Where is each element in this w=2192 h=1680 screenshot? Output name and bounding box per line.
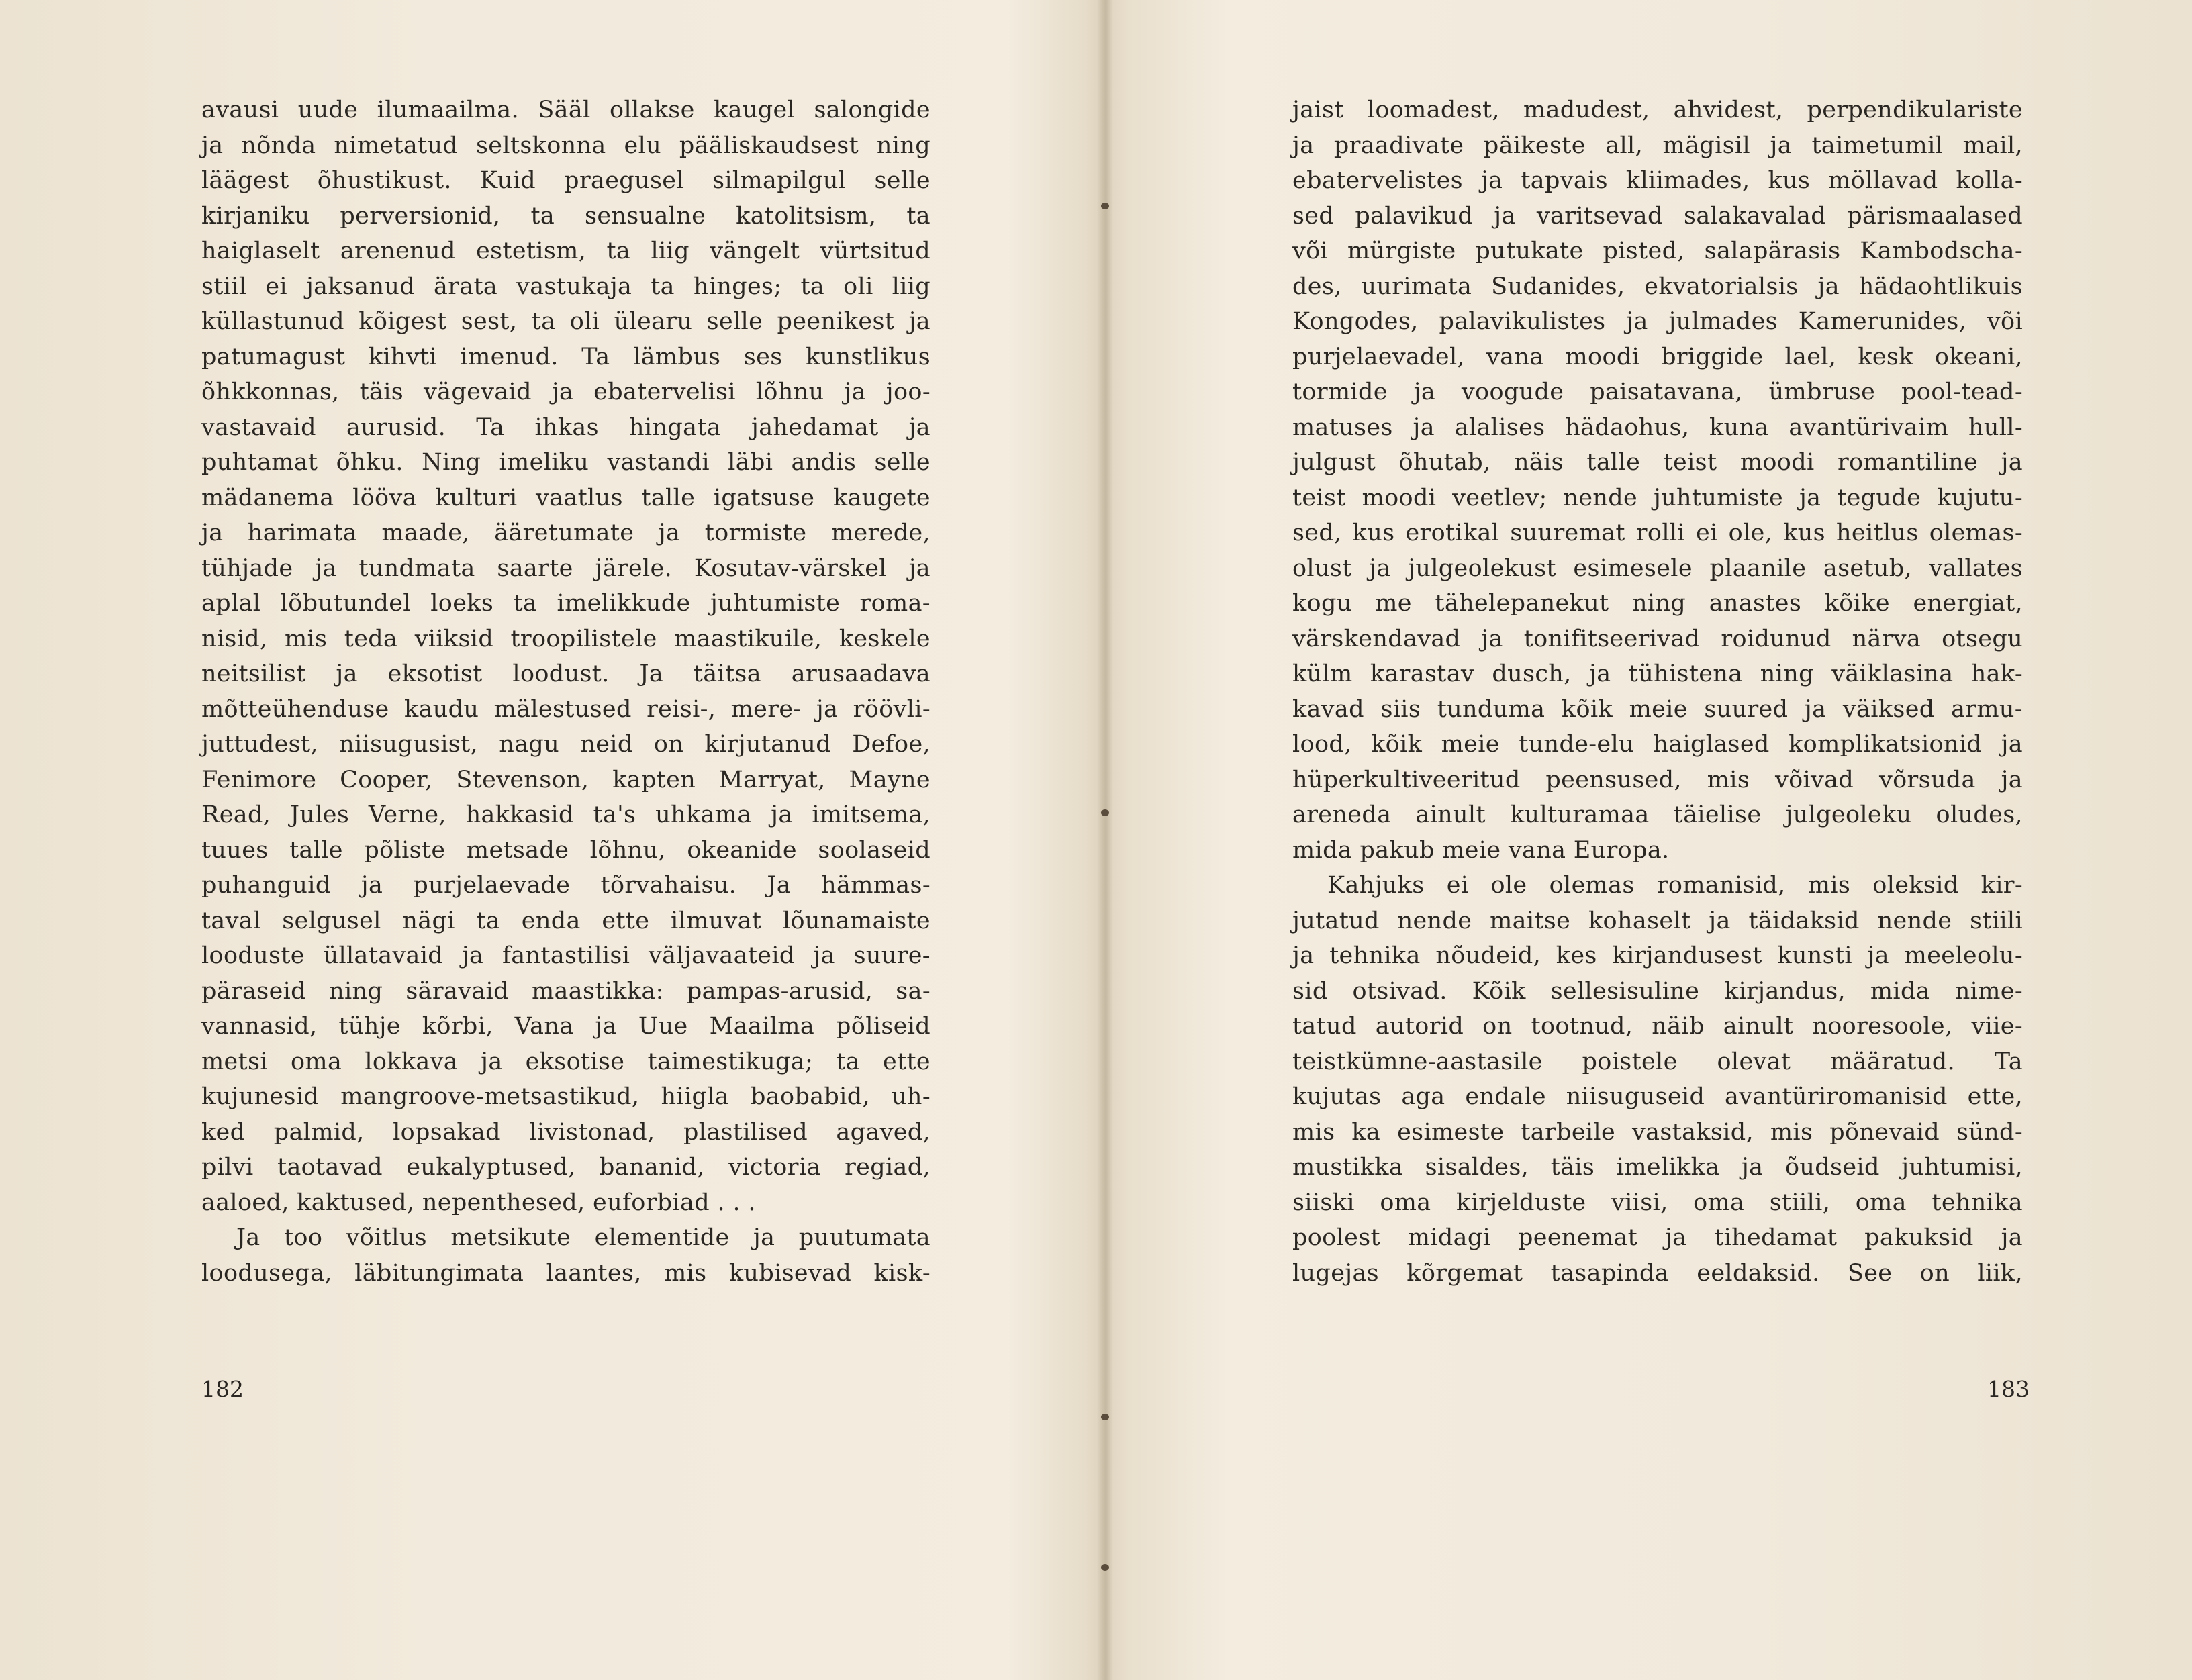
text-line: Kahjuks ei ole olemas romanisid, mis oleksid kir- xyxy=(1327,872,2023,899)
text-line: haiglaselt arenenud estetism, ta liig vängelt vürtsitud xyxy=(201,238,931,264)
text-line: aplal lõbutundel loeks ta imelikkude juhtumiste roma- xyxy=(201,590,931,617)
text-line: lood, kõik meie tunde-elu haiglased komplikatsionid ja xyxy=(1292,731,2023,758)
text-line: külm karastav dusch, ja tühistena ning väiklasina hak- xyxy=(1292,660,2023,687)
text-line: Read, Jules Verne, hakkasid ta's uhkama ja imitsema, xyxy=(201,801,931,828)
text-line: puhtamat õhku. Ning imeliku vastandi läbi andis selle xyxy=(201,449,931,476)
text-line: sed palavikud ja varitsevad salakavalad pärismaalased xyxy=(1292,202,2023,230)
text-line: Fenimore Cooper, Stevenson, kapten Marryat, Mayne xyxy=(201,766,931,793)
text-line: kavad siis tunduma kõik meie suured ja väiksed armu- xyxy=(1292,695,2023,723)
book-gutter xyxy=(1097,0,1113,1680)
text-line: jaist loomadest, madudest, ahvidest, perpendikulariste xyxy=(1292,97,2023,123)
text-line: kujutas aga endale niisuguseid avantüriromanisid ette, xyxy=(1292,1083,2023,1110)
text-line: neitsilist ja eksotist loodust. Ja täitsa arusaadava xyxy=(201,660,931,687)
text-line: päraseid ning säravaid maastikka: pampas-arusid, sa- xyxy=(201,977,931,1005)
page-number: 182 xyxy=(201,1376,244,1402)
binding-stitch xyxy=(1101,809,1109,816)
text-line: vastavaid aurusid. Ta ihkas hingata jahedamat ja xyxy=(201,413,931,441)
text-line: pilvi taotavad eukalyptused, bananid, victoria regiad, xyxy=(201,1154,931,1181)
text-line: teistkümne-aastasile poistele olevat määratud. Ta xyxy=(1292,1048,2023,1075)
text-line: nisid, mis teda viiksid troopilistele maastikuile, keskele xyxy=(201,625,931,652)
text-line: või mürgiste putukate pisted, salapärasis Kambodscha- xyxy=(1292,238,2023,264)
text-line: aaloed, kaktused, nepenthesed, euforbiad . . . xyxy=(201,1189,756,1216)
text-line: mädanema lööva kulturi vaatlus talle igatsuse kaugete xyxy=(201,484,931,511)
text-line: ja nõnda nimetatud seltskonna elu pääliskaudsest ning xyxy=(201,132,931,159)
text-line: vannasid, tühje kõrbi, Vana ja Uue Maailma põliseid xyxy=(201,1013,931,1040)
text-line: purjelaevadel, vana moodi briggide lael, kesk okeani, xyxy=(1292,343,2023,370)
text-line: lugejas kõrgemat tasapinda eeldaksid. See on liik, xyxy=(1292,1259,2023,1287)
text-line: ebatervelistes ja tapvais kliimades, kus möllavad kolla- xyxy=(1292,167,2023,194)
text-line: Ja too võitlus metsikute elementide ja puutumata xyxy=(236,1224,931,1251)
text-line: stiil ei jaksanud ärata vastukaja ta hinges; ta oli liig xyxy=(201,273,931,300)
text-line: õhkkonnas, täis vägevaid ja ebatervelisi lõhnu ja joo- xyxy=(201,379,931,405)
text-line: des, uurimata Sudanides, ekvatorialsis ja hädaohtlikuis xyxy=(1292,273,2023,300)
text-line: kogu me tähelepanekut ning anastes kõike energiat, xyxy=(1292,590,2023,617)
text-line: julgust õhutab, näis talle teist moodi romantiline ja xyxy=(1292,449,2023,476)
text-line: looduste üllatavaid ja fantastilisi väljavaateid ja suure- xyxy=(201,942,931,969)
left-page-text xyxy=(201,93,931,1291)
text-line: ja harimata maade, ääretumate ja tormiste merede, xyxy=(201,520,931,546)
text-line: loodusega, läbitungimata laantes, mis kubisevad kisk- xyxy=(201,1259,931,1287)
text-line: poolest midagi peenemat ja tihedamat pakuksid ja xyxy=(1292,1224,2023,1251)
text-line: juttudest, niisugusist, nagu neid on kirjutanud Defoe, xyxy=(201,731,931,758)
text-line: tormide ja voogude paisatavana, ümbruse pool-tead- xyxy=(1292,379,2023,405)
binding-stitch xyxy=(1101,1564,1109,1571)
text-line: ja praadivate päikeste all, mägisil ja taimetumil mail, xyxy=(1292,132,2023,159)
text-line: küllastunud kõigest sest, ta oli ülearu selle peenikest ja xyxy=(201,308,931,335)
text-line: kirjaniku perversionid, ta sensualne katolitsism, ta xyxy=(201,202,931,230)
text-line: siiski oma kirjelduste viisi, oma stiili, oma tehnika xyxy=(1292,1189,2023,1216)
binding-stitch xyxy=(1101,203,1109,209)
text-line: Kongodes, palavikulistes ja julmades Kamerunides, või xyxy=(1292,308,2023,335)
text-line: jutatud nende maitse kohaselt ja täidaksid nende stiili xyxy=(1292,907,2023,934)
text-line: sed, kus erotikal suuremat rolli ei ole, kus heitlus olemas- xyxy=(1292,520,2023,546)
text-line: olust ja julgeolekust esimesele plaanile asetub, vallates xyxy=(1292,554,2023,582)
text-line: avausi uude ilumaailma. Sääl ollakse kaugel salongide xyxy=(201,97,931,123)
text-line: kujunesid mangroove-metsastikud, hiigla baobabid, uh- xyxy=(201,1083,931,1110)
text-line: metsi oma lokkava ja eksotise taimestikuga; ta ette xyxy=(201,1048,931,1075)
text-line: läägest õhustikust. Kuid praegusel silmapilgul selle xyxy=(201,167,931,194)
text-line: matuses ja alalises hädaohus, kuna avantürivaim hull- xyxy=(1292,413,2023,441)
binding-stitch xyxy=(1101,1414,1109,1420)
text-line: sid otsivad. Kõik sellesisuline kirjandus, mida nime- xyxy=(1292,977,2023,1005)
text-line: patumagust kihvti imenud. Ta lämbus ses kunstlikus xyxy=(201,343,931,370)
text-line: tuues talle põliste metsade lõhnu, okeanide soolaseid xyxy=(201,836,931,864)
text-line: teist moodi veetlev; nende juhtumiste ja tegude kujutu- xyxy=(1292,484,2023,511)
text-line: mis ka esimeste tarbeile vastaksid, mis põnevaid sünd- xyxy=(1292,1118,2023,1146)
text-line: ja tehnika nõudeid, kes kirjandusest kunsti ja meeleolu- xyxy=(1292,942,2023,969)
text-line: puhanguid ja purjelaevade tõrvahaisu. Ja hämmas- xyxy=(201,872,931,899)
text-line: värskendavad ja tonifitseerivad roidunud närva otsegu xyxy=(1292,625,2023,652)
text-line: tatud autorid on tootnud, näib ainult nooresoole, viie- xyxy=(1292,1013,2023,1040)
text-line: ked palmid, lopsakad livistonad, plastilised agaved, xyxy=(201,1118,931,1146)
text-line: hüperkultiveeritud peensused, mis võivad võrsuda ja xyxy=(1292,766,2023,793)
right-page-text xyxy=(1292,93,2023,1291)
text-line: tühjade ja tundmata saarte järele. Kosutav-värskel ja xyxy=(201,554,931,582)
text-line: taval selgusel nägi ta enda ette ilmuvat lõunamaiste xyxy=(201,907,931,934)
page-number: 183 xyxy=(1987,1376,2030,1402)
text-line: mustikka sisaldes, täis imelikka ja õudseid juhtumisi, xyxy=(1292,1154,2023,1181)
text-line: areneda ainult kulturamaa täielise julgeoleku oludes, xyxy=(1292,801,2023,828)
text-line: mida pakub meie vana Europa. xyxy=(1292,836,1670,864)
text-line: mõtteühenduse kaudu mälestused reisi-, mere- ja röövli- xyxy=(201,695,931,723)
